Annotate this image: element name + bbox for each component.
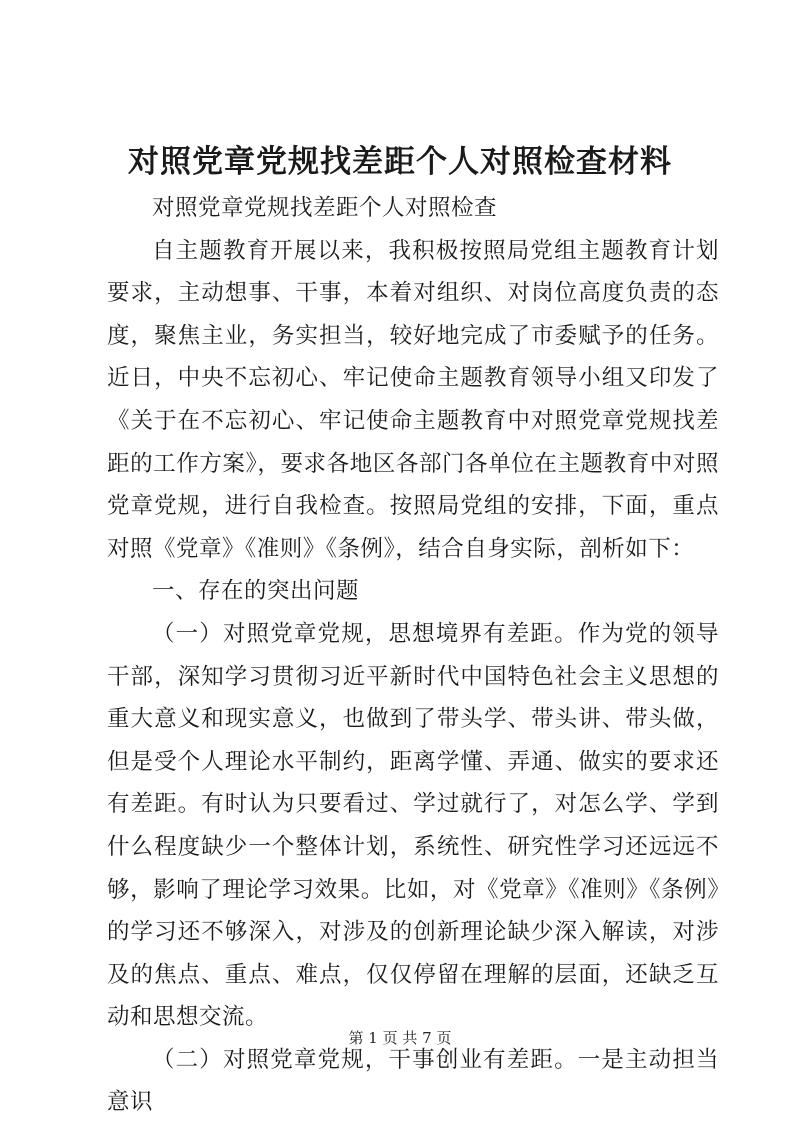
issue-one-paragraph: （一）对照党章党规，思想境界有差距。作为党的领导干部，深知学习贯彻习近平新时代中国特色社会主义思想的重大意义和现实意义，也做到了带头学、带头讲、带头做，但是受个人理论水平制约，距离学懂、弄通、做实的要求还有差距。有时认为只要看过、学过就行了，对怎么学、学到什么程度缺少一个整体计划，系统性、研究性学习还远远不够，影响了理论学习效果。比如，对《党章》《准则》《条例》的学习还不够深入，对涉及的创新理论缺少深入解读，对涉及的焦点、重点、难点，仅仅停留在理解的层面，还缺乏互动和思想交流。 [107,620,719,1031]
section-heading: 一、存在的突出问题 [152,578,360,605]
document-body [107,187,719,1124]
issue-two-paragraph: （二）对照党章党规，干事创业有差距。一是主动担当意识 [107,1046,719,1116]
document-title: 对照党章党规找差距个人对照检查材料 [128,144,672,180]
subtitle-paragraph: 对照党章党规找差距个人对照检查 [152,195,498,221]
intro-paragraph: 自主题教育开展以来，我积极按照局党组主题教育计划要求，主动想事、干事，本着对组织、对岗位高度负责的态度，聚焦主业，务实担当，较好地完成了市委赋予的任务。近日，中央不忘初心、牢记使命主题教育领导小组又印发了《关于在不忘初心、牢记使命主题教育中对照党章党规找差距的工作方案》，要求各地区各部门各单位在主题教育中对照党章党规，进行自我检查。按照局党组的安排，下面，重点对照《党章》《准则》《条例》，结合自身实际，剖析如下： [107,237,719,562]
page-number: 第 1 页 共 7 页 [348,1029,452,1047]
